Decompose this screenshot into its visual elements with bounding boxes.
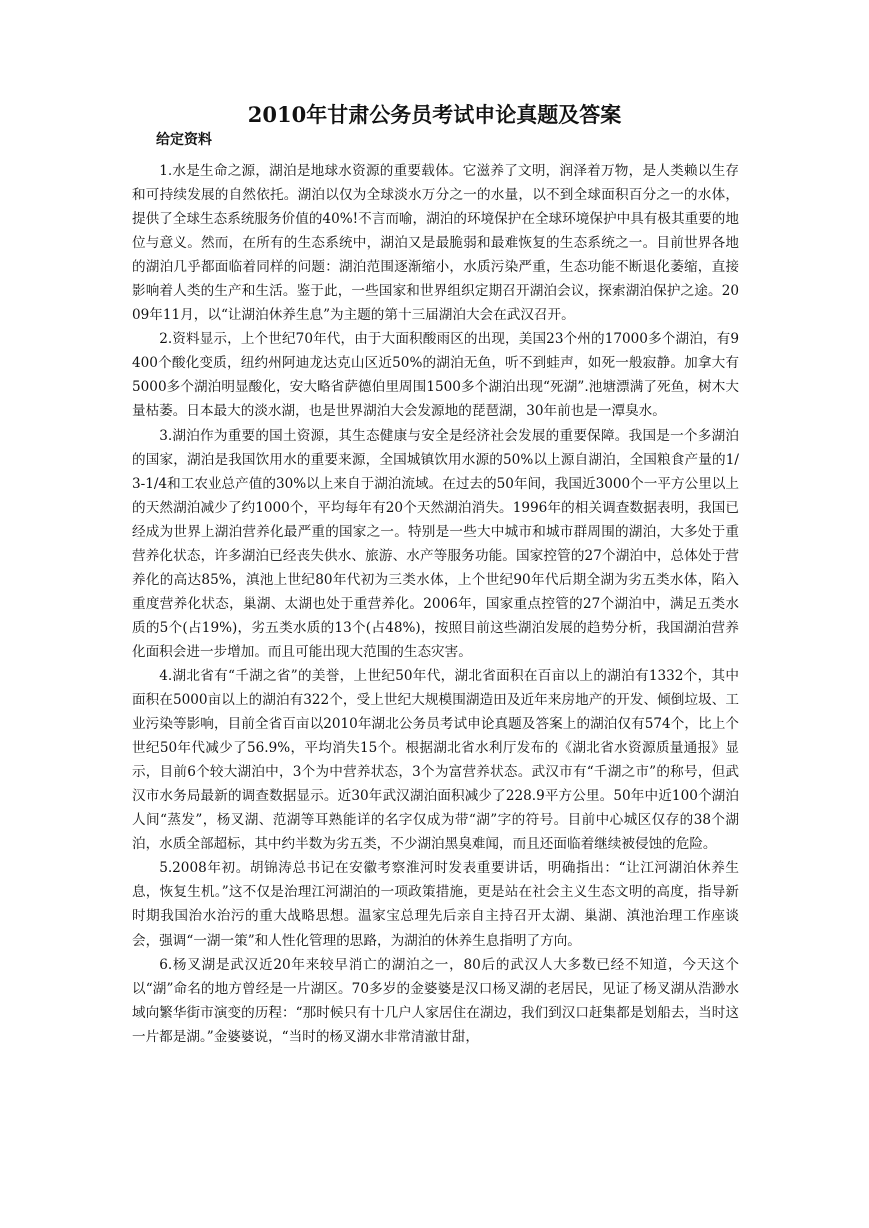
paragraph-4: 4.湖北省有“千湖之省”的美誉，上世纪50年代，湖北省面积在百亩以上的湖泊有1332个，其中面积在5000亩以上的湖泊有322个，受上世纪大规模围湖造田及近年来房地产的开发、倾倒垃圾、工业污染等影响，目前全省百亩以2010年湖北公务员考试申论真题及答案上的湖泊仅有574个，比上个世纪50年代减少了56.9%，平均消失15个。根据湖北省水利厅发布的《湖北省水资源质量通报》显示，目前6个较大湖泊中，3个为中营养状态，3个为富营养状态。武汉市有“千湖之市”的称号，但武汉市水务局最新的调查数据显示。近30年武汉湖泊面积减少了228.9平方公里。50年中近100个湖泊人间“蒸发”，杨叉湖、范湖等耳熟能详的名字仅成为带“湖”字的符号。目前中心城区仅存的38个湖泊，水质全部超标，其中约半数为劣五类，不少湖泊黑臭难闻，而且还面临着继续被侵蚀的危险。 bbox=[132, 667, 739, 853]
paragraph-1: 1.水是生命之源，湖泊是地球水资源的重要载体。它滋养了文明，润泽着万物，是人类赖以生存和可持续发展的自然依托。湖泊以仅为全球淡水万分之一的水量，以不到全球面积百分之一的水体，提供了全球生态系统服务价值的40%!不言而喻，湖泊的环境保护在全球环境保护中具有极其重要的地位与意义。然而，在所有的生态系统中，湖泊又是最脆弱和最难恢复的生态系统之一。目前世界各地的湖泊几乎都面临着同样的问题：湖泊范围逐渐缩小，水质污染严重，生态功能不断退化萎缩，直接影响着人类的生产和生活。鉴于此，一些国家和世界组织定期召开湖泊会议，探索湖泊保护之途。2009年11月，以“让湖泊休养生息”为主题的第十三届湖泊大会在武汉召开。 bbox=[132, 163, 739, 324]
paragraph-5: 5.2008年初。胡锦涛总书记在安徽考察淮河时发表重要讲话，明确指出：“让江河湖泊休养生息，恢复生机。”这不仅是治理江河湖泊的一项政策措施，更是站在社会主义生态文明的高度，指导新时期我国治水治污的重大战略思想。温家宝总理先后亲自主持召开太湖、巢湖、滇池治理工作座谈会，强调“一湖一策”和人性化管理的思路，为湖泊的休养生息指明了方向。 bbox=[132, 860, 739, 949]
document-title: 2010年甘肃公务员考试申论真题及答案 bbox=[247, 102, 622, 127]
paragraph-6: 6.杨叉湖是武汉近20年来较早消亡的湖泊之一，80后的武汉人大多数已经不知道，今天这个以“湖”命名的地方曾经是一片湖区。70多岁的金婆婆是汉口杨叉湖的老居民，见证了杨叉湖从浩渺水域向繁华街市演变的历程：“那时候只有十几户人家居住在湖边，我们到汉口赶集都是划船去，当时这一片都是湖。”金婆婆说，“当时的杨叉湖水非常清澈甘甜， bbox=[132, 956, 739, 1045]
document-body bbox=[132, 159, 739, 1049]
paragraph-3: 3.湖泊作为重要的国土资源，其生态健康与安全是经济社会发展的重要保障。我国是一个多湖泊的国家，湖泊是我国饮用水的重要来源，全国城镇饮用水源的50%以上源自湖泊，全国粮食产量的1/3-1/4和工农业总产值的30%以上来自于湖泊流域。在过去的50年间，我国近3000个一平方公里以上的天然湖泊减少了约1000个，平均每年有20个天然湖泊消失。1996年的相关调查数据表明，我国已经成为世界上湖泊营养化最严重的国家之一。特别是一些大中城市和城市群周围的湖泊，大多处于重营养化状态，许多湖泊已经丧失供水、旅游、水产等服务功能。国家控管的27个湖泊中，总体处于营养化的高达85%，滇池上世纪80年代初为三类水体，上个世纪90年代后期全湖为劣五类水体，陷入重度营养化状态，巢湖、太湖也处于重营养化。2006年，国家重点控管的27个湖泊中，满足五类水质的5个(占19%)，劣五类水质的13个(占48%)，按照目前这些湖泊发展的趋势分析，我国湖泊营养化面积会进一步增加。而且可能出现大范围的生态灾害。 bbox=[132, 427, 739, 660]
paragraph-2: 2.资料显示，上个世纪70年代，由于大面积酸雨区的出现，美国23个州的17000多个湖泊，有9400个酸化变质，纽约州阿迪龙达克山区近50%的湖泊无鱼，听不到蛙声，如死一般寂静。加拿大有5000多个湖泊明显酸化，安大略省萨德伯里周围1500多个湖泊出现“死湖”.池塘漂满了死鱼，树木大量枯萎。日本最大的淡水湖，也是世界湖泊大会发源地的琵琶湖，30年前也是一潭臭水。 bbox=[132, 331, 739, 420]
section-label: 给定资料 bbox=[156, 132, 212, 148]
